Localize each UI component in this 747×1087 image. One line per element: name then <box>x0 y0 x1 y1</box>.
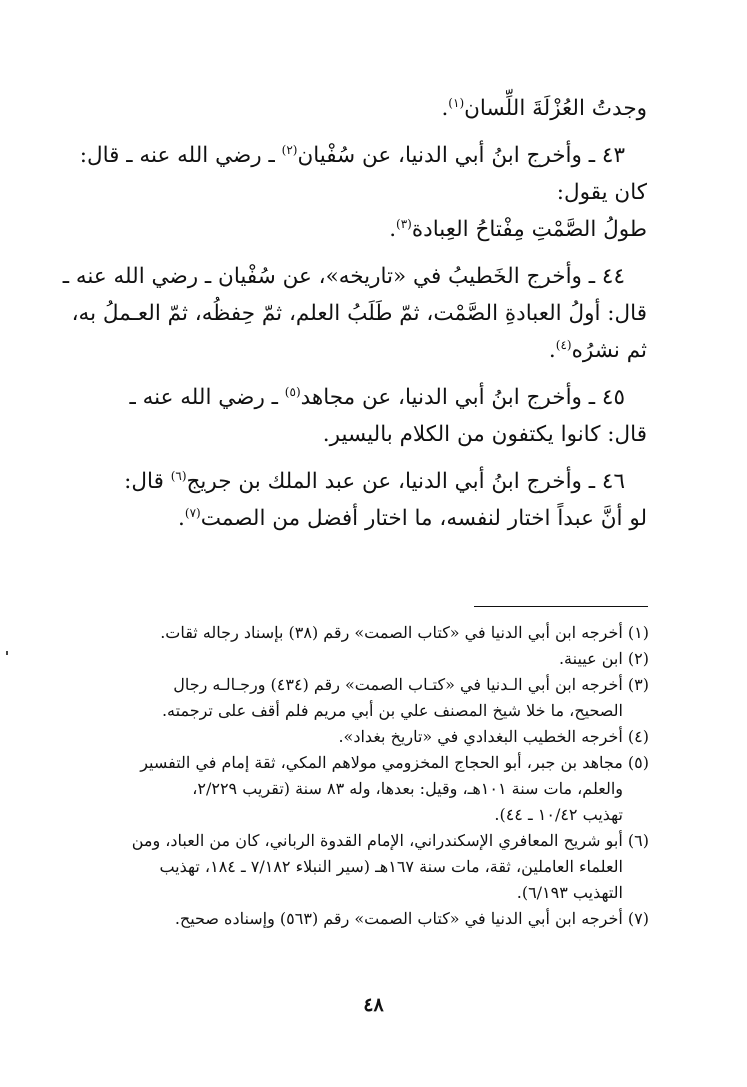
footnote-ref[interactable]: (٣) <box>396 216 412 231</box>
text-line <box>79 137 647 174</box>
footnote-line: والعلم، مات سنة ١٠١هـ، وقيل: بعدها، وله ٨٣ سنة (تقريب ٢/٢٢٩، <box>192 779 623 798</box>
footnote-line: التهذيب ٦/١٩٣). <box>516 883 623 902</box>
text-line <box>99 379 647 416</box>
footnote-ref[interactable]: (٤) <box>555 337 572 352</box>
line-tail: قال: <box>124 469 171 494</box>
line-tail: . <box>178 506 185 531</box>
footnote-line: (٤) أخرجه الخطيب البغدادي في «تاريخ بغداد». <box>338 727 649 746</box>
line-text: لو أنَّ عبداً اختار لنفسه، ما اختار أفضل من الصمت <box>200 506 647 531</box>
footnote-ref[interactable]: (٦) <box>170 468 187 483</box>
text-line: ٤٤ ـ وأخرج الخَطيبُ في «تاريخه»، عن سُفْيان ـ رضي الله عنه ـ <box>62 264 625 289</box>
line-tail: ـ رضي الله عنه ـ <box>129 385 285 410</box>
paragraph <box>62 258 647 369</box>
line-text: وجدتُ العُزْلَةَ اللِّسان <box>464 96 647 121</box>
footnote-line: (٣) أخرجه ابن أبي الـدنيا في «كتـاب الصمت» رقم (٤٣٤) ورجـالـه رجال <box>173 675 649 694</box>
footnote-line: (٢) ابن عيينة. <box>558 649 649 668</box>
footnote-line: تهذيب ١٠/٤٢ ـ ٤٤). <box>494 805 623 824</box>
page-number: ٤٨ <box>363 994 384 1016</box>
footnote <box>97 724 649 750</box>
line-text: طولُ الصَّمْتِ مِفْتاحُ العِبادة <box>411 217 647 242</box>
footnote <box>97 672 649 724</box>
text-line: قال: كانوا يكتفون من الكلام باليسير. <box>322 422 647 447</box>
line-tail: . <box>441 96 449 121</box>
footnote-ref[interactable]: (٧) <box>184 505 201 520</box>
footnote <box>97 906 649 932</box>
line-text: ثم نشرُه <box>571 338 647 363</box>
paragraph <box>99 90 647 127</box>
footnote <box>97 750 649 828</box>
footnote <box>97 828 649 906</box>
line-text: ٤٦ ـ وأخرج ابنُ أبي الدنيا، عن عبد الملك بن جريج <box>186 469 625 494</box>
footnote-line: العلماء العاملين، ثقة، مات سنة ١٦٧هـ (سير النبلاء ٧/١٨٢ ـ ١٨٤، تهذيب <box>159 857 623 876</box>
footnote-line: (٥) مجاهد بن جبر، أبو الحجاج المخزومي مولاهم المكي، ثقة إمام في التفسير <box>140 753 649 772</box>
text-line <box>99 463 647 500</box>
footnote <box>97 620 649 646</box>
footnote-line: (٧) أخرجه ابن أبي الدنيا في «كتاب الصمت» رقم (٥٦٣) وإسناده صحيح. <box>174 909 649 928</box>
line-text: ٤٥ ـ وأخرج ابنُ أبي الدنيا، عن مجاهد <box>300 385 625 410</box>
line-text: ٤٣ ـ وأخرج ابنُ أبي الدنيا، عن سُفْيان <box>297 143 625 168</box>
text-line <box>99 211 647 248</box>
text-line <box>99 90 647 127</box>
paragraph <box>99 463 647 537</box>
footnote-line: (١) أخرجه ابن أبي الدنيا في «كتاب الصمت» رقم (٣٨) بإسناد رجاله ثقات. <box>160 623 649 642</box>
text-line: كان يقول: <box>556 180 647 205</box>
footnote-line: الصحيح، ما خلا شيخ المصنف علي بن أبي مريم فلم أقف على ترجمته. <box>161 701 623 720</box>
footnote-line: (٦) أبو شريح المعافري الإسكندراني، الإمام القدوة الرباني، كان من العباد، ومن <box>131 831 649 850</box>
line-tail: . <box>389 217 397 242</box>
scan-edge-mark <box>6 651 8 655</box>
text-line <box>99 332 647 369</box>
footnotes <box>97 620 649 932</box>
text-line: قال: أولُ العبادةِ الصَّمْت، ثمّ طَلَبُ العلم، ثمّ حِفظُه، ثمّ العـملُ به، <box>71 301 647 326</box>
line-tail: ـ رضي الله عنه ـ قال: <box>79 143 282 168</box>
text-line <box>99 500 647 537</box>
main-text <box>62 90 647 547</box>
footnote-ref[interactable]: (٢) <box>281 142 298 157</box>
footnote-ref[interactable]: (٥) <box>284 384 301 399</box>
paragraph <box>99 379 647 453</box>
paragraph <box>79 137 647 248</box>
footnote-separator <box>474 606 648 607</box>
line-tail: . <box>548 338 556 363</box>
footnote-ref[interactable]: (١) <box>448 95 465 110</box>
footnote <box>97 646 649 672</box>
